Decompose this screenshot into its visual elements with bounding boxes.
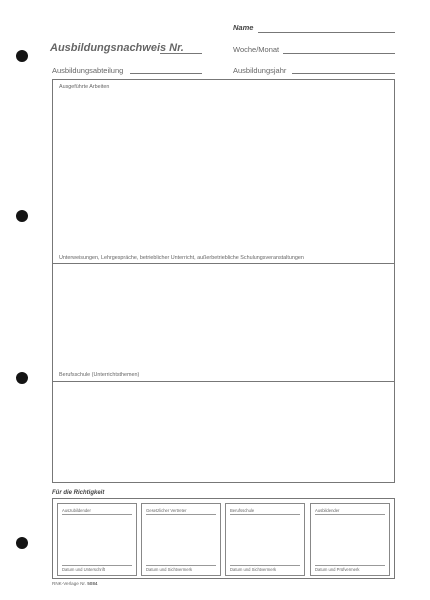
section-area-berufsschule[interactable] bbox=[53, 382, 394, 482]
footer-publisher bbox=[52, 581, 97, 586]
section-label-unterweisungen: Unterweisungen, Lehrgespräche, betrieblicher Unterricht, außerbetriebliche Schulungsveranstaltungen bbox=[59, 255, 304, 261]
punch-hole-1 bbox=[16, 50, 28, 62]
signature-box-berufsschule[interactable] bbox=[225, 503, 305, 576]
signature-top-line bbox=[62, 514, 132, 515]
signature-top-line bbox=[315, 514, 385, 515]
woche-monat-line[interactable] bbox=[283, 53, 395, 54]
signature-caption: Datum und Sichtvermerk bbox=[230, 567, 277, 572]
footer-form-number: 5084 bbox=[87, 581, 98, 586]
name-label: Name bbox=[233, 23, 254, 32]
signature-box-gesetzlicher-vertreter[interactable] bbox=[141, 503, 221, 576]
page-title: Ausbildungsnachweis Nr. bbox=[50, 42, 184, 54]
signature-bottom-line bbox=[62, 565, 132, 566]
ausbildungsjahr-label: Ausbildungsjahr bbox=[233, 66, 287, 75]
signature-caption: Datum und Sichtvermerk bbox=[146, 567, 193, 572]
section-label-berufsschule: Berufsschule (Unterrichtsthemen) bbox=[59, 372, 140, 378]
signature-bottom-line bbox=[146, 565, 216, 566]
signature-box-auszubildender[interactable] bbox=[57, 503, 137, 576]
signature-role-label: Berufsschule bbox=[230, 508, 255, 513]
signature-bottom-line bbox=[315, 565, 385, 566]
footer-publisher-label: RNK-Verlage Nr. bbox=[52, 581, 86, 586]
richtigkeit-title: Für die Richtigkeit bbox=[52, 490, 105, 496]
signature-role-label: Gesetzlicher Vertreter bbox=[146, 508, 187, 513]
punch-hole-4 bbox=[16, 537, 28, 549]
section-area-unterweisungen[interactable] bbox=[53, 264, 394, 381]
punch-hole-3 bbox=[16, 372, 28, 384]
signature-role-label: Ausbildender bbox=[315, 508, 340, 513]
name-line[interactable] bbox=[258, 32, 395, 33]
signature-caption: Datum und Prüfvermerk bbox=[315, 567, 360, 572]
section-area-ausgefuehrte-arbeiten[interactable] bbox=[53, 93, 394, 263]
main-frame bbox=[52, 79, 395, 483]
section-label-ausgefuehrte-arbeiten: Ausgeführte Arbeiten bbox=[59, 84, 110, 90]
signature-box-ausbildender[interactable] bbox=[310, 503, 390, 576]
signature-top-line bbox=[146, 514, 216, 515]
signature-frame bbox=[52, 498, 395, 579]
nachweis-nr-line[interactable] bbox=[160, 53, 202, 54]
signature-bottom-line bbox=[230, 565, 300, 566]
signature-role-label: Auszubildender bbox=[62, 508, 91, 513]
ausbildungsabteilung-line[interactable] bbox=[130, 73, 202, 74]
signature-caption: Datum und Unterschrift bbox=[62, 567, 106, 572]
ausbildungsabteilung-label: Ausbildungsabteilung bbox=[52, 66, 124, 75]
woche-monat-label: Woche/Monat bbox=[233, 45, 280, 54]
signature-top-line bbox=[230, 514, 300, 515]
punch-hole-2 bbox=[16, 210, 28, 222]
ausbildungsjahr-line[interactable] bbox=[292, 73, 395, 74]
